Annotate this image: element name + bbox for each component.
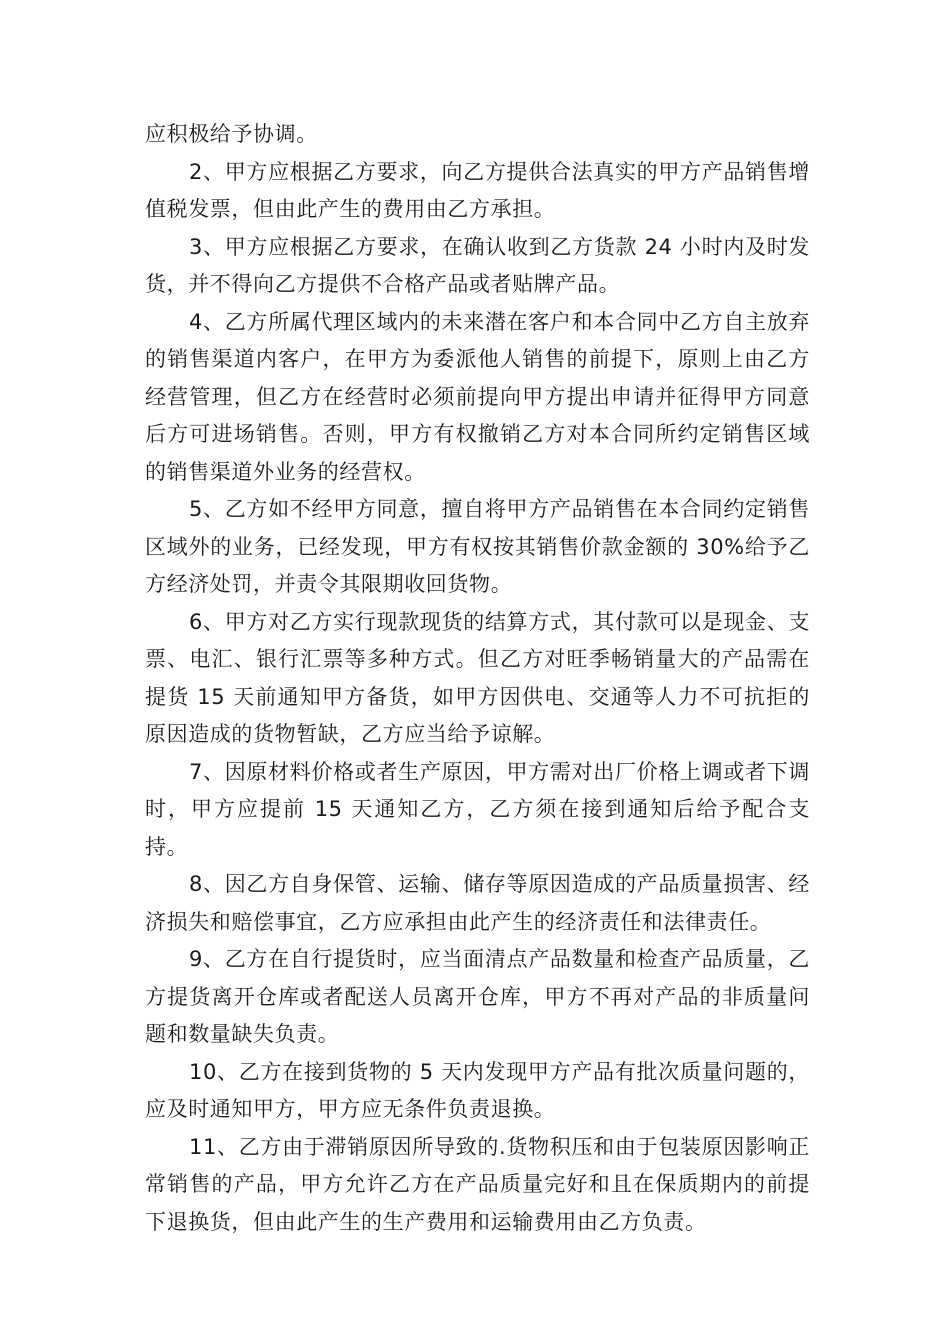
paragraph-clause-7: 7、因原材料价格或者生产原因，甲方需对出厂价格上调或者下调时，甲方应提前 15 天通知乙方，乙方须在接到通知后给予配合支持。 — [145, 759, 810, 859]
paragraph-clause-4: 4、乙方所属代理区域内的未来潜在客户和本合同中乙方自主放弃的销售渠道内客户，在甲方为委派他人销售的前提下，原则上由乙方经营管理，但乙方在经营时必须前提向甲方提出申请并征得甲方同意后方可进场销售。否则，甲方有权撤销乙方对本合同所约定销售区域的销售渠道外业务的经营权。 — [145, 309, 810, 484]
paragraph-clause-10: 10、乙方在接到货物的 5 天内发现甲方产品有批次质量问题的，应及时通知甲方，甲方应无条件负责退换。 — [145, 1059, 810, 1121]
paragraph-clause-11: 11、乙方由于滞销原因所导致的.货物积压和由于包装原因影响正常销售的产品，甲方允许乙方在产品质量完好和且在保质期内的前提下退换货，但由此产生的生产费用和运输费用由乙方负责。 — [145, 1134, 810, 1234]
paragraph-clause-8: 8、因乙方自身保管、运输、储存等原因造成的产品质量损害、经济损失和赔偿事宜，乙方应承担由此产生的经济责任和法律责任。 — [145, 872, 810, 934]
paragraph-clause-9: 9、乙方在自行提货时，应当面清点产品数量和检查产品质量，乙方提货离开仓库或者配送人员离开仓库，甲方不再对产品的非质量问题和数量缺失负责。 — [145, 947, 810, 1046]
document-body — [145, 116, 810, 1241]
paragraph-clause-6: 6、甲方对乙方实行现款现货的结算方式，其付款可以是现金、支票、电汇、银行汇票等多种方式。但乙方对旺季畅销量大的产品需在提货 15 天前通知甲方备货，如甲方因供电、交通等人力不可抗拒的原因造成的货物暂缺，乙方应当给予谅解。 — [145, 609, 810, 746]
paragraph-clause-2: 2、甲方应根据乙方要求，向乙方提供合法真实的甲方产品销售增值税发票，但由此产生的费用由乙方承担。 — [145, 159, 810, 221]
paragraph-clause-5: 5、乙方如不经甲方同意，擅自将甲方产品销售在本合同约定销售区域外的业务，已经发现，甲方有权按其销售价款金额的 30%给予乙方经济处罚，并责令其限期收回货物。 — [145, 497, 810, 596]
paragraph-continuation: 应积极给予协调。 — [145, 122, 318, 146]
paragraph-clause-3: 3、甲方应根据乙方要求，在确认收到乙方货款 24 小时内及时发货，并不得向乙方提供不合格产品或者贴牌产品。 — [145, 234, 810, 296]
